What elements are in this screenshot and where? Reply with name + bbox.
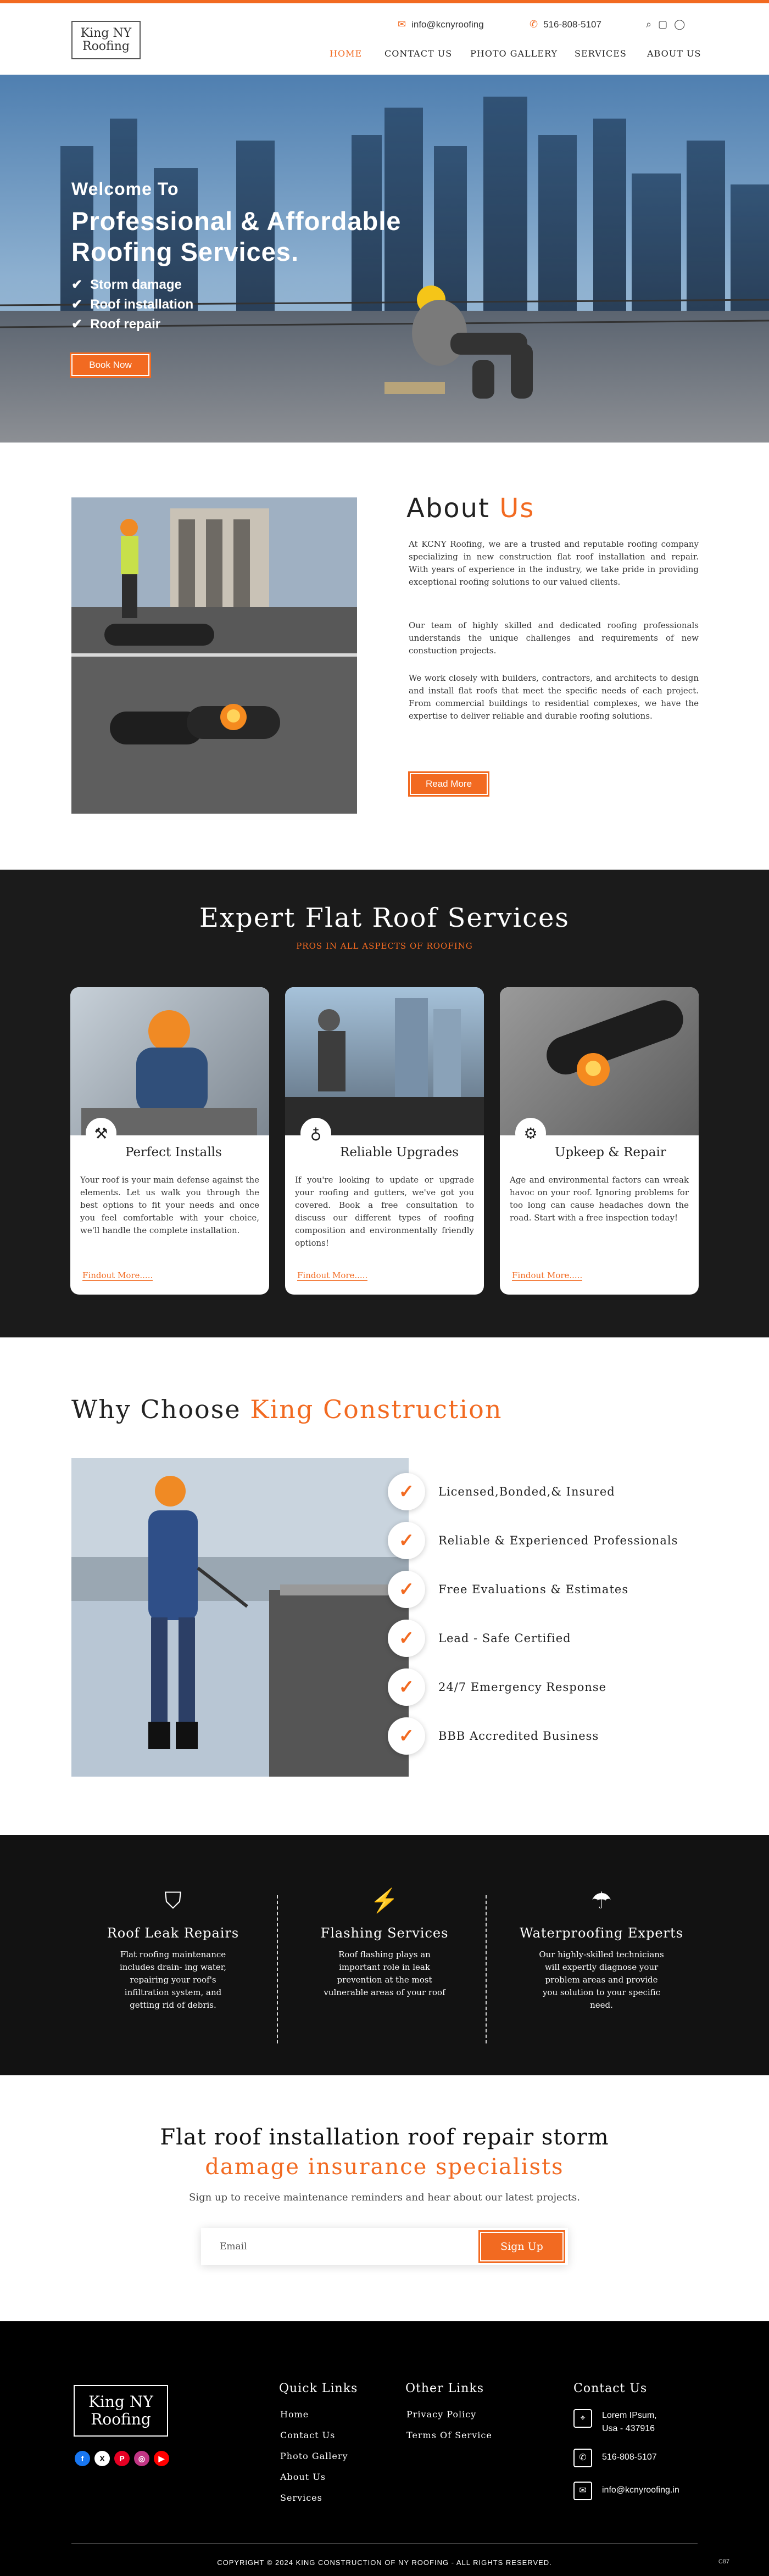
service-card-text: Your roof is your main defense against the elements. Let us walk you through the best options to fit your needs and once you feel comfortable with your choice, we'll handle the complete installation.: [80, 1175, 259, 1235]
lightning-icon: ⚡: [370, 1887, 399, 1914]
services-section: [0, 870, 769, 1337]
service-card-image: [285, 987, 484, 1135]
hero-bullet: ✔ Roof installation: [71, 295, 401, 315]
footer-address: ⌖ Lorem IPsum, Usa - 437916: [573, 2409, 657, 2435]
youtube-icon[interactable]: ▶: [154, 2451, 169, 2466]
about-paragraph-2: Our team of highly skilled and dedicated roofing professionals understands the unique challenges and requirements of new constuction projects.: [409, 620, 699, 656]
read-more-button[interactable]: Read More: [410, 773, 488, 795]
instagram-icon[interactable]: ◎: [134, 2451, 149, 2466]
why-item: ✓ 24/7 Emergency Response: [388, 1668, 717, 1706]
logo-line2: Roofing: [82, 40, 130, 53]
hero-bullet: ✔ Storm damage: [71, 275, 401, 295]
hero-bullet: ✔ Roof repair: [71, 315, 401, 334]
newsletter-title-line1: Flat roof installation roof repair storm: [160, 2125, 609, 2150]
upgrade-icon: ♁: [300, 1118, 331, 1149]
footer-link-about[interactable]: About Us: [280, 2472, 326, 2482]
copyright-text: COPYRIGHT © 2024 KING CONSTRUCTION OF NY ROOFING - ALL RIGHTS RESERVED.: [217, 2558, 552, 2567]
feature-column: [294, 1887, 475, 1999]
site-logo[interactable]: [71, 21, 141, 59]
other-links-title: Other Links: [405, 2382, 484, 2395]
feature-column: [82, 1887, 264, 2012]
email-input[interactable]: Email: [220, 2241, 247, 2252]
nav-about-us[interactable]: ABOUT US: [647, 48, 701, 59]
x-icon[interactable]: X: [94, 2451, 110, 2466]
check-icon: ✔: [71, 277, 83, 292]
why-choose-image: [71, 1458, 409, 1777]
service-card-text: Age and environmental factors can wreak havoc on your roof. Ignoring problems for too long can cause headaches down the road. Start with a free inspection today!: [510, 1175, 689, 1223]
footer-link-services[interactable]: Services: [280, 2493, 322, 2503]
footer-phone[interactable]: ✆ 516-808-5107: [573, 2449, 657, 2467]
feature-divider: [277, 1895, 278, 2043]
service-card[interactable]: [70, 987, 269, 1295]
header-phone-text: 516-808-5107: [543, 19, 601, 30]
site-footer: [0, 2321, 769, 2576]
feature-column: [511, 1887, 692, 2012]
service-card-title: Perfect Installs: [125, 1145, 222, 1160]
nav-photo-gallery[interactable]: PHOTO GALLERY: [470, 48, 558, 59]
book-now-button[interactable]: Book Now: [71, 354, 149, 376]
social-links: [75, 2451, 169, 2466]
header-email-text: info@kcnyroofing: [411, 19, 484, 30]
newsletter-form: [201, 2228, 568, 2265]
installer-icon: ⚒: [86, 1118, 116, 1149]
footer-logo[interactable]: [74, 2385, 168, 2437]
check-icon: ✓: [388, 1620, 425, 1657]
why-item: ✓ BBB Accredited Business: [388, 1717, 717, 1755]
footer-link-contact[interactable]: Contact Us: [280, 2430, 336, 2440]
logo-line1: King NY: [80, 26, 132, 40]
why-choose-title: Why Choose King Construction: [71, 1395, 503, 1424]
feature-text: Flat roofing maintenance includes drain- ing water, repairing your roof's infiltration system, and getting rid of debris.: [119, 1950, 227, 2010]
findout-more-link[interactable]: Findout More.....: [512, 1270, 583, 1280]
hero-title-line1: Professional & Affordable: [71, 206, 402, 236]
features-section: [0, 1835, 769, 2075]
footer-link-terms[interactable]: Terms Of Service: [406, 2430, 492, 2440]
check-icon: ✔: [71, 317, 83, 332]
feature-divider: [486, 1895, 487, 2043]
services-subtitle: PROS IN ALL ASPECTS OF ROOFING: [296, 941, 473, 951]
service-card-title: Upkeep & Repair: [555, 1145, 666, 1160]
quick-links-title: Quick Links: [279, 2382, 358, 2395]
about-title: About Us: [406, 493, 535, 524]
nav-contact-us[interactable]: CONTACT US: [384, 48, 453, 59]
service-card[interactable]: [285, 987, 484, 1295]
why-item: ✓ Reliable & Experienced Professionals: [388, 1521, 717, 1560]
site-header: [0, 3, 769, 75]
sign-up-button[interactable]: Sign Up: [480, 2232, 564, 2261]
feature-text: Our highly-skilled technicians will expertly diagnose your problem areas and provide you solution to your specific need.: [539, 1950, 664, 2010]
footer-logo-line2: Roofing: [91, 2410, 151, 2428]
why-item: ✓ Lead - Safe Certified: [388, 1619, 717, 1657]
envelope-icon: ✉: [398, 19, 406, 30]
findout-more-link[interactable]: Findout More.....: [297, 1270, 368, 1280]
cart-icon[interactable]: ▢: [658, 19, 668, 30]
check-icon: ✓: [388, 1473, 425, 1510]
contact-title: Contact Us: [573, 2382, 648, 2395]
service-card-image: [70, 987, 269, 1135]
footer-logo-line1: King NY: [88, 2393, 153, 2411]
envelope-icon: ✉: [573, 2482, 592, 2500]
footer-link-privacy[interactable]: Privacy Policy: [406, 2409, 477, 2420]
check-icon: ✓: [388, 1717, 425, 1755]
phone-icon: ✆: [530, 19, 538, 30]
facebook-icon[interactable]: f: [75, 2451, 90, 2466]
about-paragraph-3: We work closely with builders, contractors, and architects to design and install flat roofs that meet the specific needs of each project. From commercial buildings to residential complexes, we have the expertise to deliver reliable and durable roofing solutions.: [409, 673, 699, 721]
header-phone[interactable]: [530, 19, 601, 30]
check-icon: ✓: [388, 1668, 425, 1706]
pinterest-icon[interactable]: P: [114, 2451, 130, 2466]
repair-icon: ⚙: [515, 1118, 546, 1149]
shield-check-icon: ⛉: [164, 1887, 182, 1914]
service-card[interactable]: [500, 987, 699, 1295]
hero-title-line2: Roofing Services.: [71, 237, 299, 266]
check-icon: ✓: [388, 1571, 425, 1608]
feature-text: Roof flashing plays an important role in leak prevention at the most vulnerable areas of your roof: [324, 1950, 445, 1997]
hero-welcome: Welcome To: [71, 179, 179, 199]
why-item: ✓ Free Evaluations & Estimates: [388, 1570, 717, 1609]
about-image: [71, 497, 357, 814]
nav-home[interactable]: HOME: [330, 48, 363, 59]
findout-more-link[interactable]: Findout More.....: [82, 1270, 153, 1280]
footer-link-home[interactable]: Home: [280, 2409, 309, 2420]
footer-link-gallery[interactable]: Photo Gallery: [280, 2451, 348, 2461]
feature-title: Roof Leak Repairs: [107, 1925, 239, 1941]
services-title: Expert Flat Roof Services: [199, 903, 570, 933]
hero-bullets: [71, 275, 401, 334]
check-icon: ✔: [71, 297, 83, 312]
newsletter-text: Sign up to receive maintenance reminders and hear about our latest projects.: [189, 2192, 580, 2203]
user-icon[interactable]: ◯: [674, 19, 686, 30]
corner-badge: C87: [718, 2558, 729, 2565]
feature-title: Flashing Services: [320, 1925, 449, 1941]
phone-icon: ✆: [573, 2449, 592, 2467]
footer-email[interactable]: ✉ info@kcnyroofing.in: [573, 2482, 679, 2500]
check-icon: ✓: [388, 1522, 425, 1559]
service-card-image: [500, 987, 699, 1135]
feature-title: Waterproofing Experts: [519, 1925, 683, 1941]
service-card-text: If you're looking to update or upgrade your roofing and gutters, we've got you covered. Book a free consultation to discuss our different types of roofing composition and environmentally friendly options!: [295, 1175, 474, 1248]
search-icon[interactable]: ⌕: [646, 19, 652, 30]
newsletter-title-line2: damage insurance specialists: [205, 2154, 564, 2180]
footer-divider: [71, 2543, 698, 2544]
about-paragraph-1: At KCNY Roofing, we are a trusted and reputable roofing company specializing in new construction flat roof installation and repair. With years of experience in the industry, we take pride in providing exceptional roofing solutions to our valued clients.: [409, 539, 699, 587]
hero-banner: [0, 75, 769, 443]
header-email[interactable]: [398, 19, 484, 30]
service-card-title: Reliable Upgrades: [340, 1145, 459, 1160]
location-icon: ⌖: [573, 2409, 592, 2428]
why-item: ✓ Licensed,Bonded,& Insured: [388, 1472, 717, 1511]
water-drops-icon: ☂: [591, 1887, 612, 1914]
nav-services[interactable]: SERVICES: [575, 48, 627, 59]
